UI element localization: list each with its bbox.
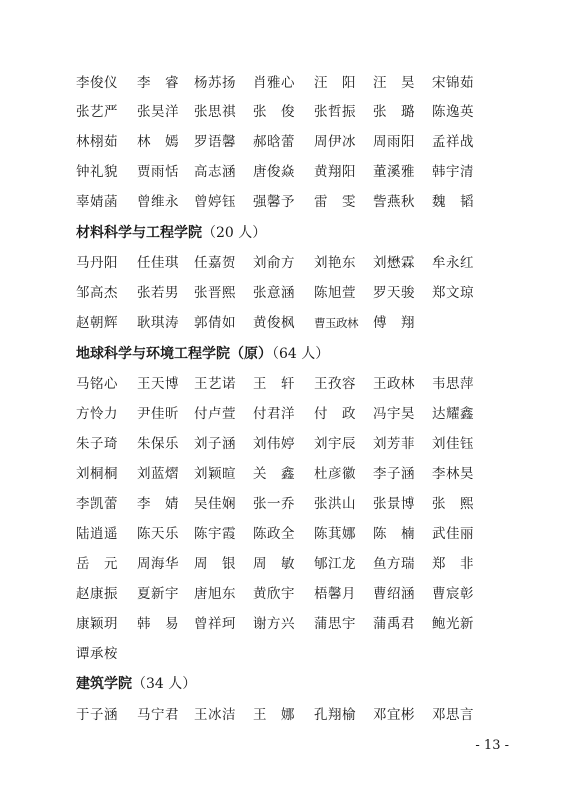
- student-name: 李 婧: [137, 496, 179, 512]
- name-row: [0, 282, 565, 304]
- student-name: 王冰洁: [194, 707, 236, 723]
- student-name: 邓宜彬: [373, 707, 415, 723]
- student-name: 周海华: [137, 556, 179, 572]
- student-name: 陈政全: [253, 526, 295, 542]
- student-name: 刘子涵: [194, 436, 236, 452]
- name-row: [0, 161, 565, 183]
- student-name: 任嘉贺: [194, 255, 236, 271]
- student-name: 邓思言: [432, 707, 474, 723]
- student-name: 马铭心: [76, 376, 118, 392]
- student-name: 董溪雅: [373, 164, 415, 180]
- section-title: 材料科学与工程学院: [76, 225, 202, 241]
- student-name: 张 璐: [373, 104, 415, 120]
- student-name: 赵朝辉: [76, 315, 118, 331]
- student-name: 郭倩如: [194, 315, 236, 331]
- student-name: 辜婧菡: [76, 194, 118, 210]
- student-name: 马宁君: [137, 707, 179, 723]
- student-name: 任佳琪: [137, 255, 179, 271]
- name-row: [0, 643, 565, 665]
- student-name: 邹高杰: [76, 285, 118, 301]
- student-name: 张 俊: [253, 104, 295, 120]
- student-name: 谭承桉: [76, 646, 118, 662]
- student-name: 鲍光新: [432, 616, 474, 632]
- student-name: 曾维永: [137, 194, 179, 210]
- student-name: 韦思萍: [432, 376, 474, 392]
- section-heading: [76, 673, 196, 695]
- student-name: 刘颖暄: [194, 466, 236, 482]
- student-name: 汪 阳: [314, 75, 356, 91]
- student-name: 付君洋: [253, 406, 295, 422]
- student-name: 耿琪涛: [137, 315, 179, 331]
- student-name: 牟永红: [432, 255, 474, 271]
- student-name: 郇江龙: [314, 556, 356, 572]
- student-name: 钟礼貌: [76, 164, 118, 180]
- student-name: 王天博: [137, 376, 179, 392]
- student-name: 高志涵: [194, 164, 236, 180]
- student-name: 黄欣宇: [253, 586, 295, 602]
- student-name: 张若男: [137, 285, 179, 301]
- student-name: 林 嫣: [137, 134, 179, 150]
- name-row: [0, 131, 565, 153]
- section-title: 地球科学与环境工程学院（原）: [76, 346, 272, 362]
- student-name: 贾雨恬: [137, 164, 179, 180]
- student-name: 张思祺: [194, 104, 236, 120]
- student-name: 曹宸彰: [432, 586, 474, 602]
- student-name: 郝晗蕾: [253, 134, 295, 150]
- name-row: [0, 583, 565, 605]
- name-row: [0, 613, 565, 635]
- student-name: 魏 韬: [432, 194, 474, 210]
- student-name: 王孜容: [314, 376, 356, 392]
- student-name: 谢方兴: [253, 616, 295, 632]
- student-name: 刘俞方: [253, 255, 295, 271]
- name-row: [0, 373, 565, 395]
- student-name: 唐俊焱: [253, 164, 295, 180]
- student-name: 周 敏: [253, 556, 295, 572]
- student-name: 张哲振: [314, 104, 356, 120]
- student-name: 张意涵: [253, 285, 295, 301]
- name-row: [0, 433, 565, 455]
- student-name: 孔翔榆: [314, 707, 356, 723]
- student-name: 刘艳东: [314, 255, 356, 271]
- student-name: 尹佳昕: [137, 406, 179, 422]
- student-name: 张晋熙: [194, 285, 236, 301]
- student-name: 刘佳钰: [432, 436, 474, 452]
- student-name: 唐旭东: [194, 586, 236, 602]
- student-name: 张一乔: [253, 496, 295, 512]
- student-name: 武佳丽: [432, 526, 474, 542]
- student-name: 张景博: [373, 496, 415, 512]
- student-name: 韩 易: [137, 616, 179, 632]
- name-row: [0, 72, 565, 94]
- student-name: 王政林: [373, 376, 415, 392]
- name-row: [0, 553, 565, 575]
- student-name: 李凯蕾: [76, 496, 118, 512]
- student-name: 王 轩: [253, 376, 295, 392]
- student-name: 冯宇昊: [373, 406, 415, 422]
- student-name: 陈逸英: [432, 104, 474, 120]
- student-name: 周 银: [194, 556, 236, 572]
- student-name: 陈旭萱: [314, 285, 356, 301]
- student-name: 梧馨月: [314, 586, 356, 602]
- student-name: 黄翔阳: [314, 164, 356, 180]
- student-name: 马丹阳: [76, 255, 118, 271]
- student-name: 朱保乐: [137, 436, 179, 452]
- student-name: 杨苏扬: [194, 75, 236, 91]
- section-title: 建筑学院: [76, 676, 132, 692]
- student-name: 訾燕秋: [373, 194, 415, 210]
- student-name: 张昊洋: [137, 104, 179, 120]
- student-name: 岳 元: [76, 556, 118, 572]
- page-number: - 13 -: [475, 738, 509, 753]
- student-name: 李 睿: [137, 75, 179, 91]
- student-name: 夏新宇: [137, 586, 179, 602]
- student-name: 曹玉政林: [314, 316, 358, 330]
- student-name: 蒲禹君: [373, 616, 415, 632]
- name-row: [0, 523, 565, 545]
- student-name: 刘芳菲: [373, 436, 415, 452]
- student-name: 李子涵: [373, 466, 415, 482]
- name-row: [0, 463, 565, 485]
- section-count: （64 人）: [272, 346, 330, 362]
- student-name: 张洪山: [314, 496, 356, 512]
- student-name: 陆逍遥: [76, 526, 118, 542]
- name-row: [0, 191, 565, 213]
- student-name: 陈萁娜: [314, 526, 356, 542]
- student-name: 刘伟婷: [253, 436, 295, 452]
- student-name: 关 鑫: [253, 466, 295, 482]
- student-name: 韩宇清: [432, 164, 474, 180]
- student-name: 朱子琦: [76, 436, 118, 452]
- student-name: 陈 楠: [373, 526, 415, 542]
- student-name: 罗天骏: [373, 285, 415, 301]
- student-name: 强馨予: [253, 194, 295, 210]
- student-name: 陈天乐: [137, 526, 179, 542]
- student-name: 宋锦茹: [432, 75, 474, 91]
- section-count: （20 人）: [202, 225, 267, 241]
- student-name: 杜彦徽: [314, 466, 356, 482]
- student-name: 周雨阳: [373, 134, 415, 150]
- student-name: 赵康振: [76, 586, 118, 602]
- student-name: 黄俊枫: [253, 315, 295, 331]
- student-name: 达耀鑫: [432, 406, 474, 422]
- student-name: 张艺严: [76, 104, 118, 120]
- student-name: 王艺诺: [194, 376, 236, 392]
- student-name: 曾婷钰: [194, 194, 236, 210]
- student-name: 刘懋霖: [373, 255, 415, 271]
- student-name: 傅 翔: [373, 315, 415, 331]
- student-name: 雷 雯: [314, 194, 356, 210]
- student-name: 孟祥战: [432, 134, 474, 150]
- student-name: 吴佳娴: [194, 496, 236, 512]
- student-name: 罗语馨: [194, 134, 236, 150]
- student-name: 王 娜: [253, 707, 295, 723]
- student-name: 刘蓝熠: [137, 466, 179, 482]
- name-row: [0, 403, 565, 425]
- section-heading: [76, 343, 329, 365]
- student-name: 肖雅心: [253, 75, 295, 91]
- student-name: 林栩茹: [76, 134, 118, 150]
- student-name: 刘宇辰: [314, 436, 356, 452]
- name-row: [0, 101, 565, 123]
- name-row: [0, 312, 565, 334]
- student-name: 陈宇霞: [194, 526, 236, 542]
- student-name: 张 熙: [432, 496, 474, 512]
- student-name: 付 政: [314, 406, 356, 422]
- student-name: 郑 非: [432, 556, 474, 572]
- student-name: 康颖玥: [76, 616, 118, 632]
- student-name: 刘桐桐: [76, 466, 118, 482]
- name-row: [0, 493, 565, 515]
- student-name: 李林昊: [432, 466, 474, 482]
- student-name: 鱼方瑞: [373, 556, 415, 572]
- student-name: 周伊冰: [314, 134, 356, 150]
- name-row: [0, 704, 565, 726]
- student-name: 曾祥珂: [194, 616, 236, 632]
- section-heading: [76, 222, 266, 244]
- student-name: 方怜力: [76, 406, 118, 422]
- student-name: 于子涵: [76, 707, 118, 723]
- student-name: 郑文琼: [432, 285, 474, 301]
- name-row: [0, 252, 565, 274]
- student-name: 付卢萱: [194, 406, 236, 422]
- student-name: 李俊仪: [76, 75, 118, 91]
- student-name: 曹绍涵: [373, 586, 415, 602]
- section-count: （34 人）: [132, 676, 197, 692]
- student-name: 汪 昊: [373, 75, 415, 91]
- student-name: 蒲思宇: [314, 616, 356, 632]
